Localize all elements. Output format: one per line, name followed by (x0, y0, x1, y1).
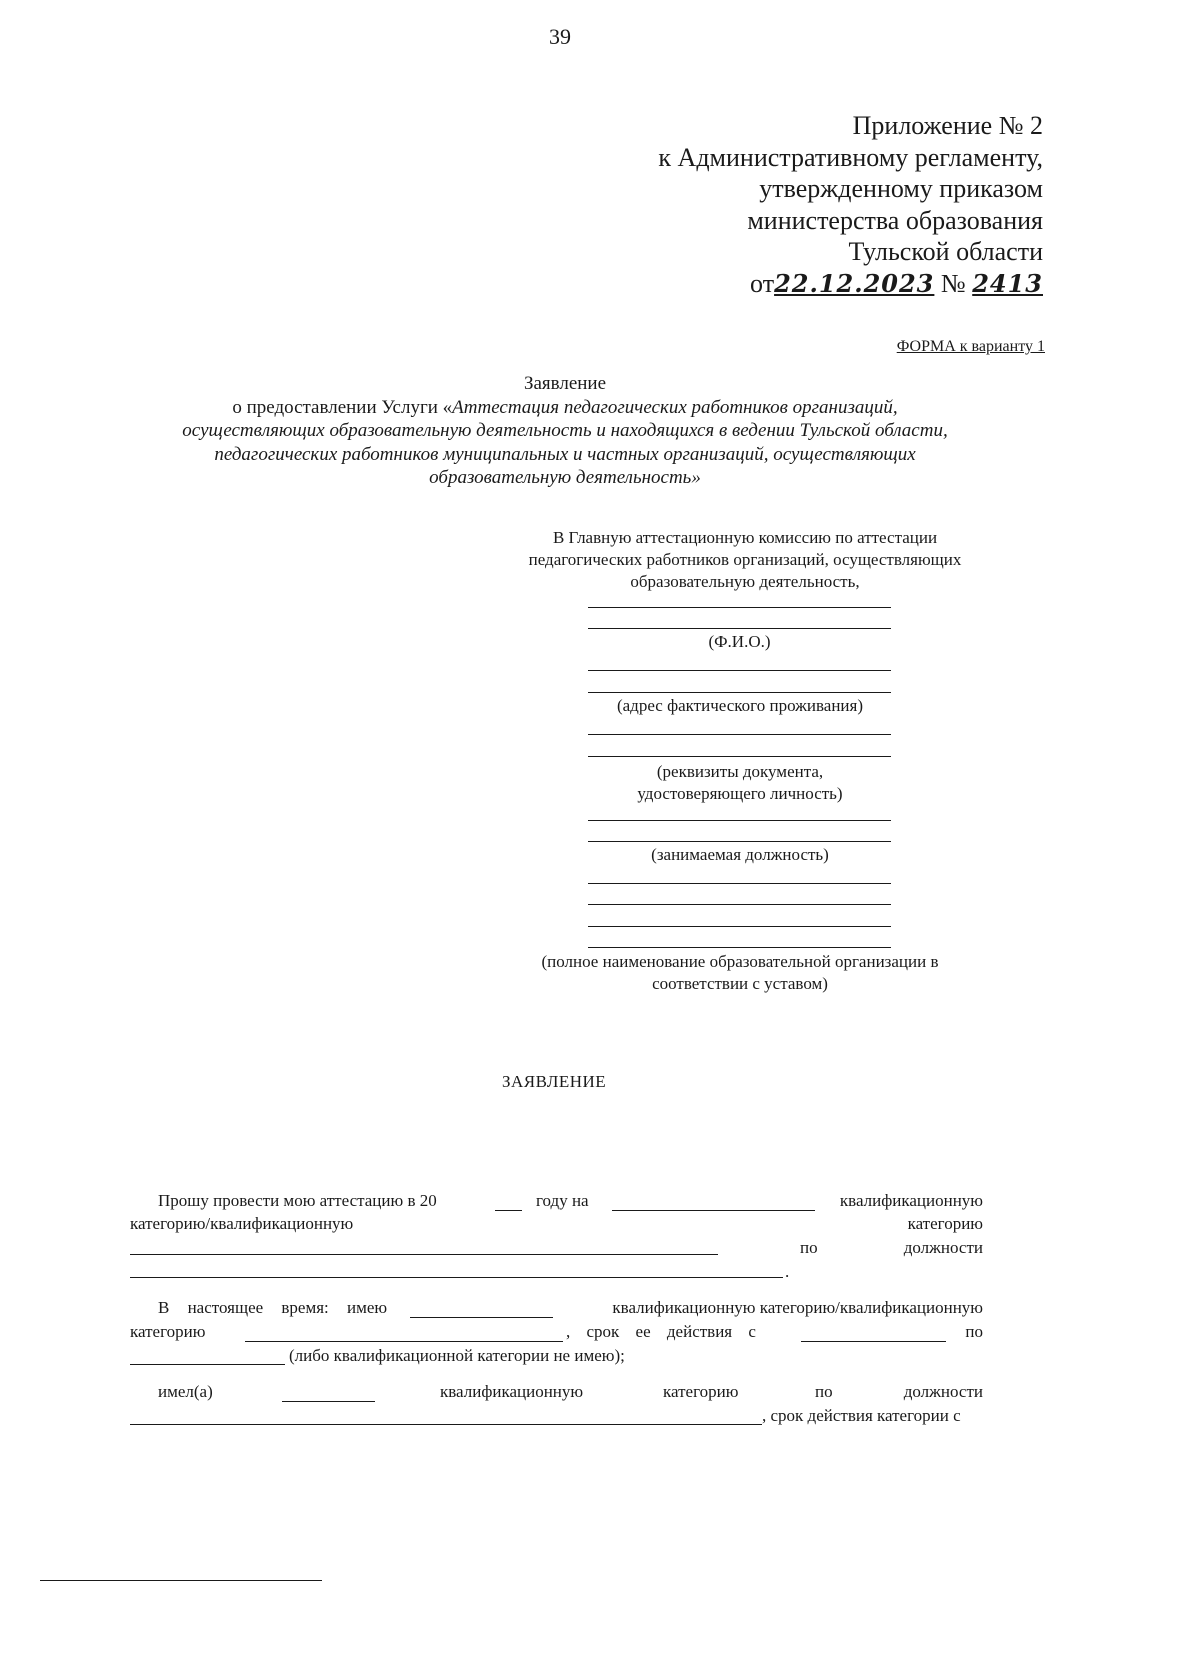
current-category-detail-field[interactable] (245, 1341, 563, 1342)
addressee-line-3: образовательную деятельность, (630, 572, 860, 591)
id-line-1[interactable] (588, 734, 891, 735)
id-caption: (реквизиты документа, удостоверяющего личность) (637, 762, 843, 803)
handwritten-number: 2413 (972, 268, 1043, 298)
footnote-separator (40, 1580, 322, 1581)
fio-line-1[interactable] (588, 607, 891, 608)
document-heading (130, 372, 1000, 490)
appendix-block (443, 110, 1043, 299)
appendix-line-2: к Административному регламенту, (658, 142, 1043, 172)
org-line-2[interactable] (588, 904, 891, 905)
addressee-line-1: В Главную аттестационную комиссию по аттестации (552, 528, 938, 547)
fio-line-2[interactable] (588, 628, 891, 629)
id-line-2[interactable] (588, 756, 891, 757)
p1-text-a: Прошу провести мою аттестацию в 20 (158, 1191, 437, 1210)
p3-text-c: категорию (663, 1382, 739, 1401)
p2-text-d: , срок ее действия с (566, 1322, 756, 1341)
statement-title: ЗАЯВЛЕНИЕ (502, 1072, 607, 1091)
p1-end: . (785, 1262, 790, 1281)
appendix-line-1: Приложение № 2 (852, 111, 1043, 140)
p3-text-e: должности (903, 1382, 983, 1401)
heading-subtitle-line-3: педагогических работников муниципальных и частных организаций, осуществляющих (214, 443, 916, 465)
number-prefix: № (940, 268, 966, 298)
date-prefix: от (750, 268, 775, 298)
p1-text-e: категорию (907, 1214, 983, 1233)
address-line-1[interactable] (588, 670, 891, 671)
org-caption: (полное наименование образовательной организации в соответствии с уставом) (541, 952, 939, 993)
org-line-3[interactable] (588, 926, 891, 927)
p2-text-a: В настоящее время: имею (158, 1298, 388, 1317)
p3-text-d: по (815, 1382, 833, 1401)
address-caption: (адрес фактического проживания) (616, 696, 864, 715)
p1-text-g: должности (903, 1238, 983, 1257)
p2-text-f: (либо квалификационной категории не имею); (289, 1346, 625, 1365)
p1-text-b: году на (536, 1191, 589, 1210)
address-line-2[interactable] (588, 692, 891, 693)
appendix-date-line (443, 268, 1043, 300)
valid-to-field[interactable] (130, 1364, 285, 1365)
heading-subtitle-line-1: о предоставлении Услуги «Аттестация педагогических работников организаций, (232, 396, 898, 418)
heading-title: Заявление (523, 373, 607, 394)
previous-category-field[interactable] (282, 1401, 375, 1402)
p2-text-e: по (965, 1322, 983, 1341)
handwritten-date: 22.12.2023 (774, 268, 935, 298)
addressee-block (500, 527, 990, 593)
p2-text-b: квалификационную категорию/квалификационную (612, 1298, 983, 1317)
p2-text-c: категорию (130, 1322, 206, 1341)
org-line-4[interactable] (588, 947, 891, 948)
p1-text-c: квалификационную (839, 1191, 983, 1210)
p1-text-f: по (800, 1238, 818, 1257)
heading-subtitle-line-4: образовательную деятельность» (429, 467, 701, 488)
current-category-field[interactable] (410, 1317, 553, 1318)
page-number: 39 (549, 24, 571, 49)
appendix-line-5: Тульской области (848, 237, 1043, 266)
position-field[interactable] (130, 1277, 783, 1278)
heading-subtitle-line-2: осуществляющих образовательную деятельность и находящихся в ведении Тульской области, (182, 420, 948, 441)
appendix-line-4: министерства образования (747, 205, 1043, 235)
appendix-line-3: утвержденному приказом (759, 174, 1043, 203)
year-field[interactable] (495, 1210, 522, 1211)
fio-caption: (Ф.И.О.) (708, 632, 771, 651)
category-field[interactable] (612, 1210, 815, 1211)
org-line-1[interactable] (588, 883, 891, 884)
form-label: ФОРМА к варианту 1 (896, 338, 1045, 355)
p3-text-f: , срок действия категории с (762, 1406, 961, 1425)
position-line-2[interactable] (588, 841, 891, 842)
category-detail-field[interactable] (130, 1254, 718, 1255)
position-line-1[interactable] (588, 820, 891, 821)
p3-text-a: имел(а) (158, 1382, 213, 1401)
p1-text-d: категорию/квалификационную (130, 1214, 354, 1233)
previous-position-field[interactable] (130, 1424, 762, 1425)
position-caption: (занимаемая должность) (651, 845, 829, 864)
valid-from-field[interactable] (801, 1341, 946, 1342)
addressee-line-2: педагогических работников организаций, осуществляющих (528, 550, 962, 569)
p3-text-b: квалификационную (440, 1382, 584, 1401)
